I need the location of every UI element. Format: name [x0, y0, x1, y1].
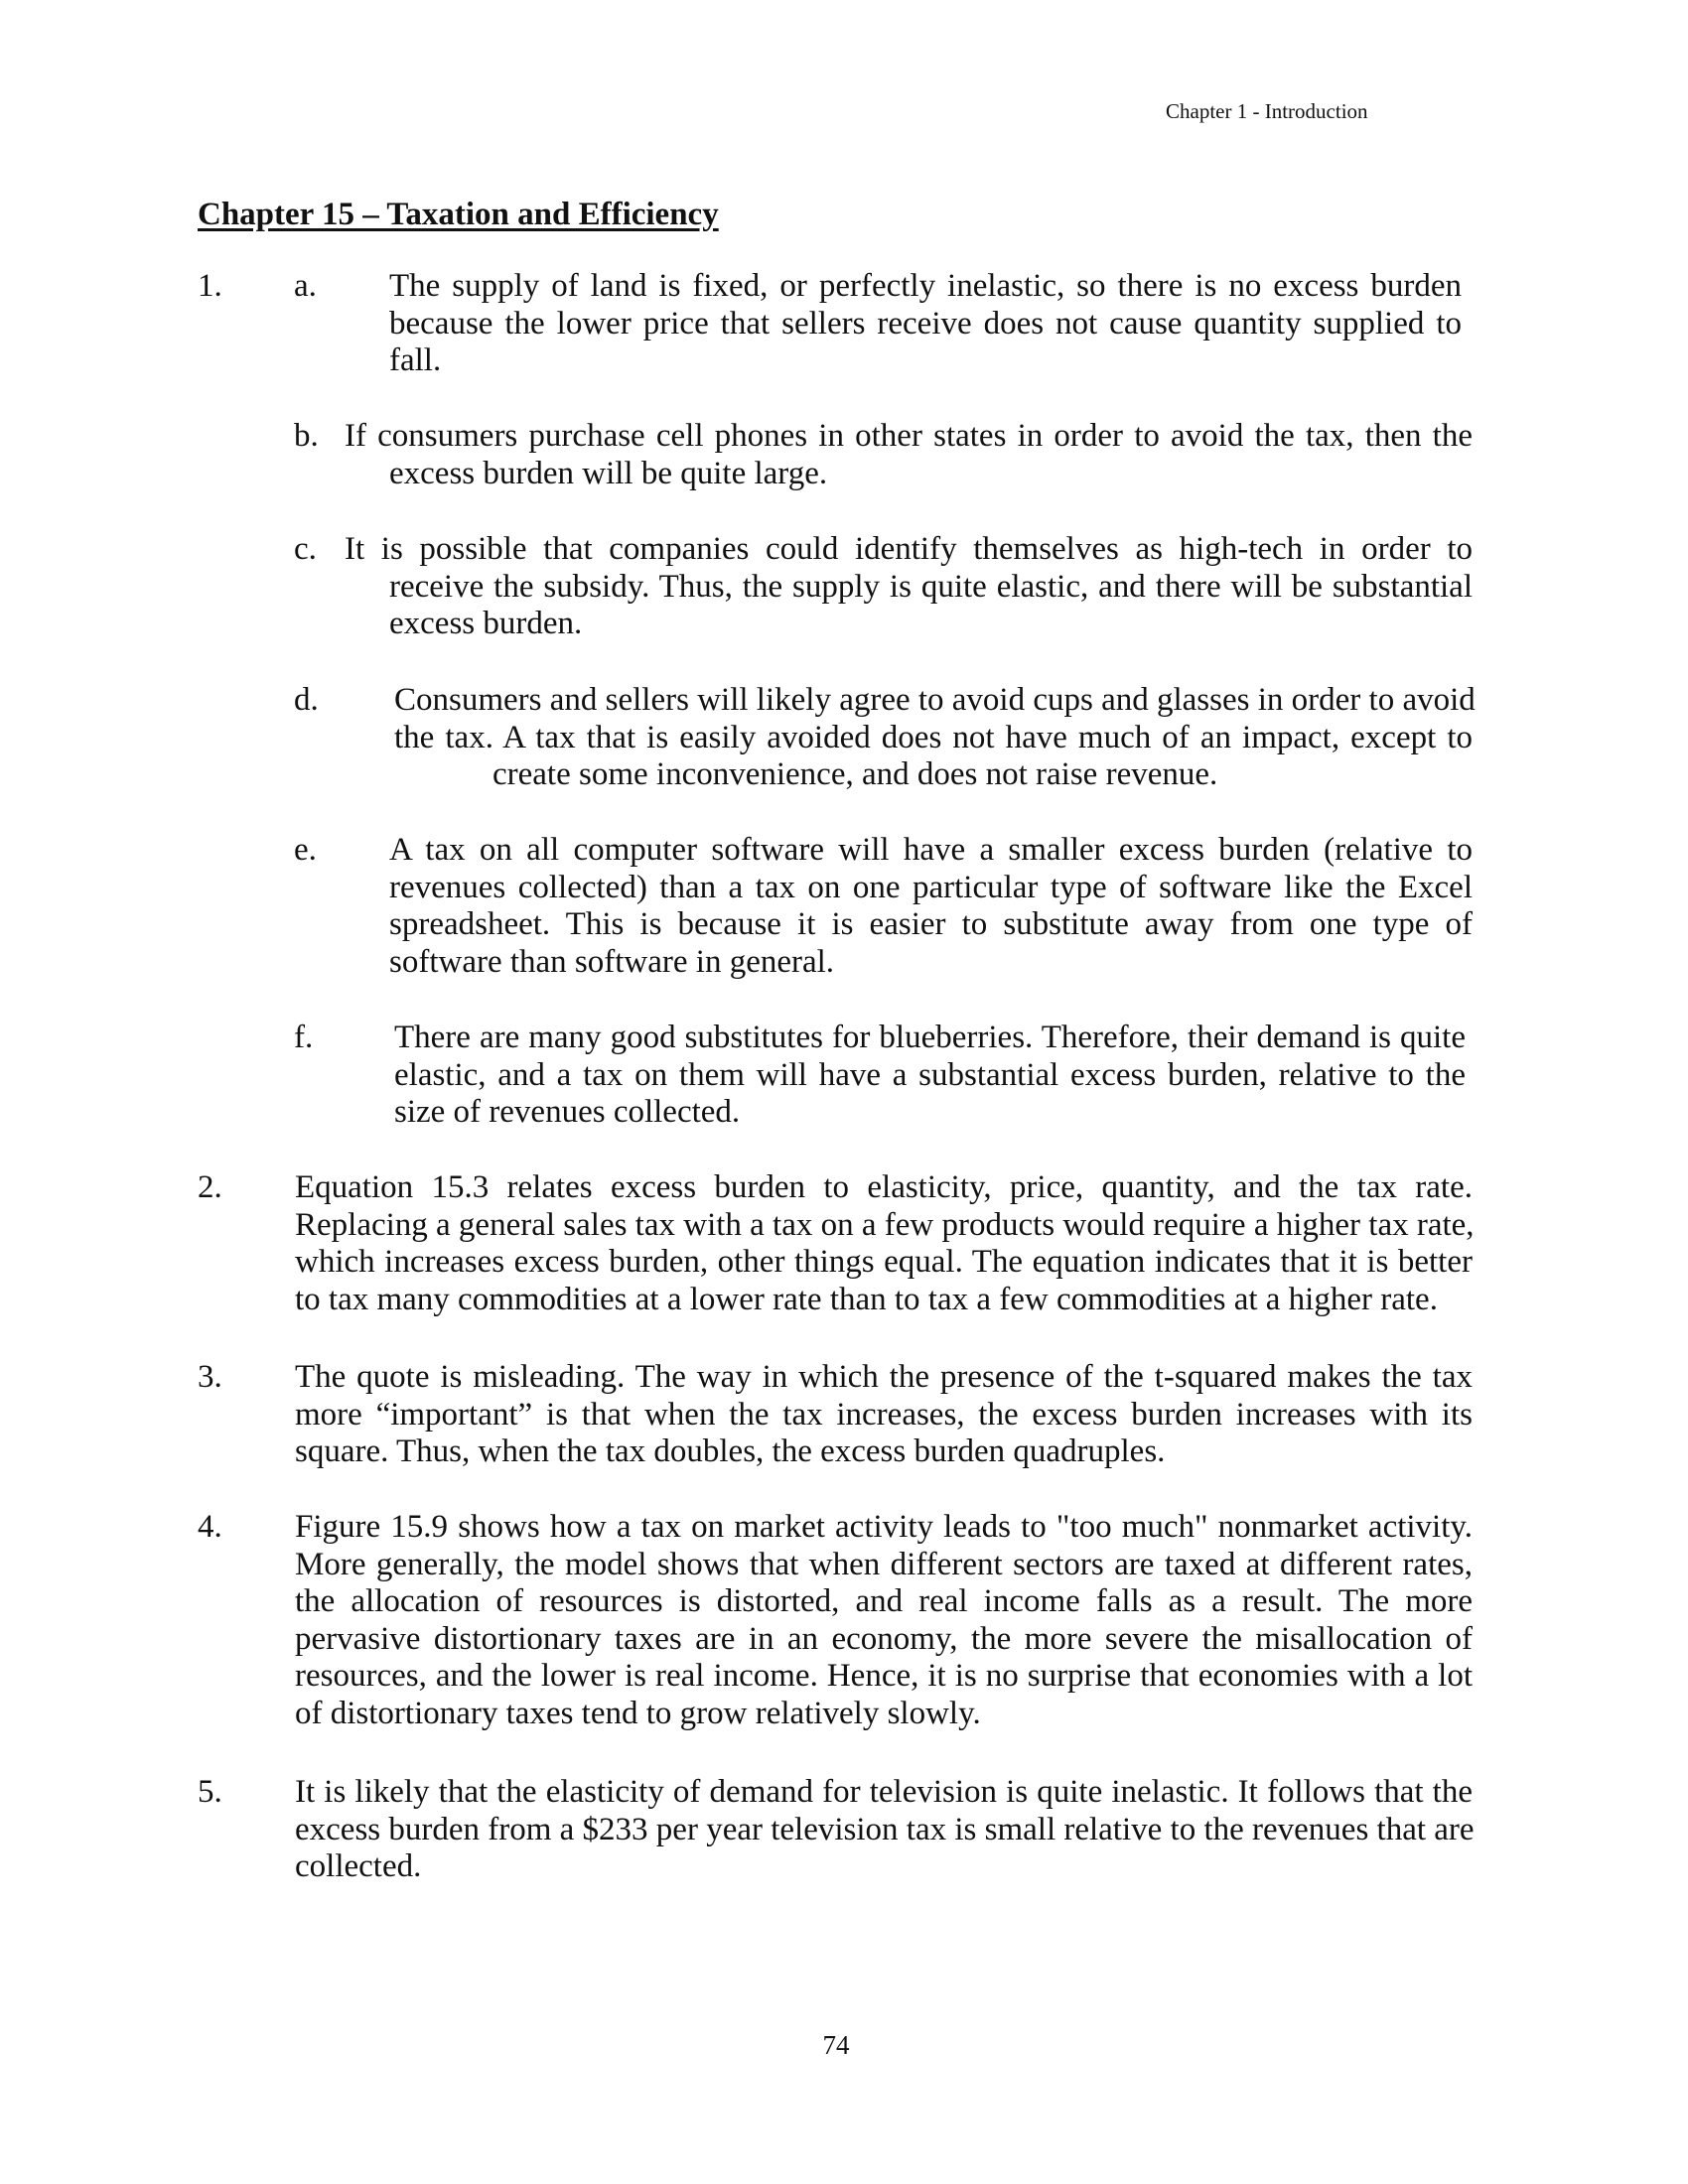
- text-line: There are many good substitutes for blueberries. Therefore, their demand is quite: [394, 1020, 1466, 1055]
- answer-paragraph-3: [295, 1359, 1473, 1471]
- text-line: software than software in general.: [389, 943, 835, 980]
- text-line: which increases excess burden, other things equal. The equation indicates that it is better: [295, 1244, 1473, 1280]
- text-line: square. Thus, when the tax doubles, the excess burden quadruples.: [295, 1433, 1166, 1469]
- page-number: 74: [822, 2030, 850, 2060]
- text-line: more “important” is that when the tax increases, the excess burden increases with its: [295, 1396, 1473, 1433]
- item-number: 2.: [198, 1169, 222, 1205]
- text-line: excess burden.: [389, 606, 583, 641]
- answer-paragraph-1c: [345, 531, 1473, 643]
- item-letter: c.: [294, 531, 317, 567]
- answer-paragraph-1e: [389, 832, 1473, 981]
- text-line: The supply of land is fixed, or perfectly inelastic, so there is no excess burden: [389, 268, 1462, 304]
- text-line: excess burden will be quite large.: [389, 455, 828, 491]
- item-letter: d.: [294, 682, 319, 718]
- text-line: elastic, and a tax on them will have a substantial excess burden, relative to the: [394, 1056, 1466, 1093]
- answer-paragraph-5: [295, 1774, 1473, 1886]
- text-line: fall.: [389, 342, 442, 378]
- text-line: spreadsheet. This is because it is easier to substitute away from one type of: [389, 906, 1473, 942]
- text-line: create some inconvenience, and does not raise revenue.: [492, 756, 1218, 792]
- text-line: receive the subsidy. Thus, the supply is quite elastic, and there will be substantial: [389, 568, 1473, 605]
- text-line: Replacing a general sales tax with a tax on a few products would require a higher tax rate,: [295, 1206, 1475, 1243]
- answer-paragraph-1d: [394, 682, 1476, 794]
- answer-paragraph-2: [295, 1169, 1473, 1318]
- text-line: because the lower price that sellers receive does not cause quantity supplied to: [389, 305, 1462, 341]
- running-header: Chapter 1 - Introduction: [1166, 99, 1368, 123]
- text-line: The quote is misleading. The way in which the presence of the t-squared makes the tax: [295, 1359, 1473, 1395]
- answer-paragraph-4: [295, 1509, 1473, 1732]
- item-number: 3.: [198, 1359, 222, 1395]
- text-line: Figure 15.9 shows how a tax on market activity leads to "too much" nonmarket activity.: [295, 1509, 1473, 1545]
- text-line: Equation 15.3 relates excess burden to elasticity, price, quantity, and the tax rate.: [295, 1169, 1473, 1205]
- text-line: pervasive distortionary taxes are in an economy, the more severe the misallocation of: [295, 1620, 1473, 1657]
- text-line: If consumers purchase cell phones in other states in order to avoid the tax, then the: [345, 418, 1473, 454]
- item-number: 1.: [198, 268, 222, 304]
- text-line: revenues collected) than a tax on one particular type of software like the Excel: [389, 869, 1473, 905]
- chapter-title: Chapter 15 – Taxation and Efficiency: [198, 197, 719, 232]
- text-line: the allocation of resources is distorted, and real income falls as a result. The more: [295, 1583, 1473, 1619]
- answer-paragraph-1b: [345, 418, 1473, 492]
- text-line: It is likely that the elasticity of demand for television is quite inelastic. It follows that the: [295, 1774, 1473, 1810]
- text-line: resources, and the lower is real income. Hence, it is no surprise that economies with a lot: [295, 1658, 1473, 1694]
- text-line: to tax many commodities at a lower rate than to tax a few commodities at a higher rate.: [295, 1281, 1438, 1317]
- text-line: excess burden from a $233 per year television tax is small relative to the revenues that are: [295, 1811, 1475, 1847]
- text-line: More generally, the model shows that when different sectors are taxed at different rates,: [295, 1546, 1473, 1582]
- item-number: 5.: [198, 1774, 222, 1810]
- item-letter: f.: [294, 1020, 314, 1055]
- item-letter: a.: [294, 268, 317, 304]
- text-line: the tax. A tax that is easily avoided does not have much of an impact, except to: [394, 719, 1473, 755]
- answer-paragraph-1a: [389, 268, 1462, 380]
- text-line: collected.: [295, 1848, 422, 1884]
- text-line: Consumers and sellers will likely agree to avoid cups and glasses in order to avoid: [394, 682, 1476, 718]
- text-line: A tax on all computer software will have a smaller excess burden (relative to: [389, 832, 1473, 868]
- text-line: of distortionary taxes tend to grow relatively slowly.: [295, 1695, 981, 1731]
- answer-paragraph-1f: [394, 1020, 1466, 1132]
- text-line: It is possible that companies could identify themselves as high-tech in order to: [345, 531, 1473, 567]
- item-number: 4.: [198, 1509, 222, 1545]
- text-line: size of revenues collected.: [394, 1094, 741, 1130]
- item-letter: b.: [294, 418, 319, 454]
- item-letter: e.: [294, 832, 317, 868]
